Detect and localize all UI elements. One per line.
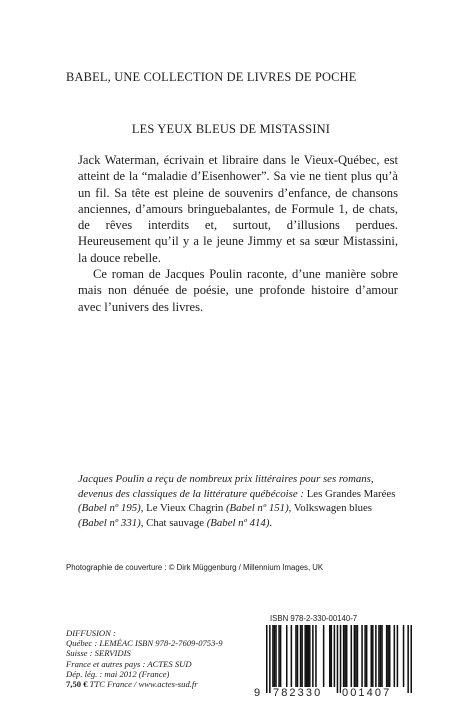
- barcode-bar: [295, 625, 297, 687]
- barcode-bar: [272, 625, 274, 687]
- distribution-suisse: Suisse : SERVIDIS: [66, 648, 131, 659]
- barcode-bar: [366, 625, 368, 687]
- barcode-bar: [280, 625, 282, 687]
- barcode-bar: [315, 625, 317, 687]
- barcode-bar: [403, 625, 405, 687]
- work-title: Le Vieux Chagrin: [146, 502, 224, 515]
- barcode-bar: [343, 625, 345, 687]
- barcode-bar: [387, 625, 389, 687]
- barcode-bar: [389, 625, 391, 687]
- isbn: ISBN 978-2-330-00140-7: [270, 614, 358, 623]
- barcode-bar: [309, 625, 311, 687]
- synopsis-paragraph: Ce roman de Jacques Poulin raconte, d’une manière sobre mais non dénuée de poésie, une profonde histoire d’amour avec l’univers des livres.: [78, 267, 398, 314]
- barcode-bar: [380, 625, 382, 687]
- author-note: Jacques Poulin a reçu de nombreux prix littéraires pour ses romans, devenus des classiques de la littérature québécoise : Les Grandes Marées (Babel nº 195), Le Vieux Chagrin (Babel nº 151), Volkswagen blues (Babel nº 331), Chat sauvage (Babel nº 414).: [78, 473, 396, 529]
- legal-deposit: Dép. lég. : mai 2012 (France): [66, 668, 170, 679]
- price-row: [66, 679, 266, 689]
- barcode-bar: [394, 625, 396, 687]
- barcode-digits-right: 001407: [342, 687, 392, 699]
- work-ref: (Babel nº 195): [78, 502, 141, 515]
- barcode-guard-bar: [340, 625, 342, 693]
- photo-credit: Photographie de couverture : © Dirk Müggenburg / Millennium Images, UK: [66, 563, 324, 572]
- barcode-bar: [307, 625, 309, 687]
- barcode-bar: [361, 625, 363, 687]
- book-title: LES YEUX BLEUS DE MISTASSINI: [131, 122, 331, 136]
- collection-name: BABEL, UNE COLLECTION DE LIVRES DE POCHE: [66, 70, 357, 84]
- barcode-bar: [371, 625, 373, 687]
- barcode-bar: [397, 625, 399, 687]
- synopsis-paragraph: Jack Waterman, écrivain et libraire dans le Vieux-Québec, est atteint de la “maladie d’Eisenhower”. Sa vie ne tient plus qu’à un fil. Sa tête est pleine de souvenirs d’enfance, de chansons anciennes, d’amours bringuebalantes, de Formule 1, de chats, de rêves interdits et, surtout, d’illusions perdues. Heureusement qu’il y a le jeune Jimmy et sa sœur Mistassini, la douce rebelle.: [78, 153, 398, 265]
- price: 7,50 €: [66, 679, 88, 690]
- barcode-bar: [329, 625, 331, 687]
- barcode-bar: [334, 625, 336, 687]
- work-ref: (Babel nº 331): [78, 516, 141, 529]
- barcode-bar: [357, 625, 359, 687]
- price-suffix: TTC France / www.actes-sud.fr: [89, 679, 198, 690]
- barcode-bar: [364, 625, 366, 687]
- barcode-bar: [375, 625, 377, 687]
- work-ref: (Babel nº 151): [225, 502, 289, 515]
- barcode-bar: [291, 625, 293, 687]
- barcode-bar: [354, 625, 356, 687]
- distribution-quebec: Québec : LEMÉAC ISBN 978-2-7609-0753-9: [66, 638, 223, 649]
- barcode-guard-bar: [269, 625, 271, 693]
- barcode: [254, 625, 412, 705]
- barcode-bar: [346, 625, 348, 687]
- barcode-bar: [355, 625, 357, 687]
- distribution-heading: DIFFUSION :: [66, 628, 116, 638]
- barcode-bar: [312, 625, 314, 687]
- author-note-intro: Jacques Poulin a reçu de nombreux prix littéraires pour ses romans, devenus des classiques de la littérature québécoise :: [78, 473, 374, 500]
- barcode-bar: [344, 625, 346, 687]
- barcode-bars: [266, 625, 412, 693]
- work-title: Volkswagen blues: [293, 502, 372, 515]
- barcode-guard-bar: [266, 625, 268, 693]
- barcode-bar: [301, 625, 303, 687]
- barcode-guard-bar: [410, 625, 412, 693]
- barcode-bar: [323, 625, 325, 687]
- barcode-bar: [286, 625, 288, 687]
- barcode-bar: [331, 625, 333, 687]
- work-ref: (Babel nº 414): [206, 516, 270, 529]
- distribution-france: France et autres pays : ACTES SUD: [66, 658, 192, 669]
- barcode-bar: [274, 625, 276, 687]
- barcode-digits-left: 782330: [273, 687, 323, 699]
- barcode-guard-bar: [337, 625, 339, 693]
- barcode-bar: [275, 625, 277, 687]
- barcode-guard-bar: [407, 625, 409, 693]
- barcode-bar: [386, 625, 388, 687]
- barcode-digit-lead: 9: [254, 687, 261, 699]
- barcode-bar: [351, 625, 353, 687]
- barcode-bar: [300, 625, 302, 687]
- synopsis: [78, 152, 398, 315]
- distribution-info: [66, 628, 266, 689]
- barcode-bar: [378, 625, 380, 687]
- barcode-bar: [278, 625, 280, 687]
- barcode-bar: [372, 625, 374, 687]
- barcode-bar: [306, 625, 308, 687]
- barcode-bar: [304, 625, 306, 687]
- work-title: Les Grandes Marées: [306, 487, 396, 500]
- work-title: Chat sauvage: [146, 516, 204, 529]
- barcode-bar: [297, 625, 299, 687]
- barcode-bar: [381, 625, 383, 687]
